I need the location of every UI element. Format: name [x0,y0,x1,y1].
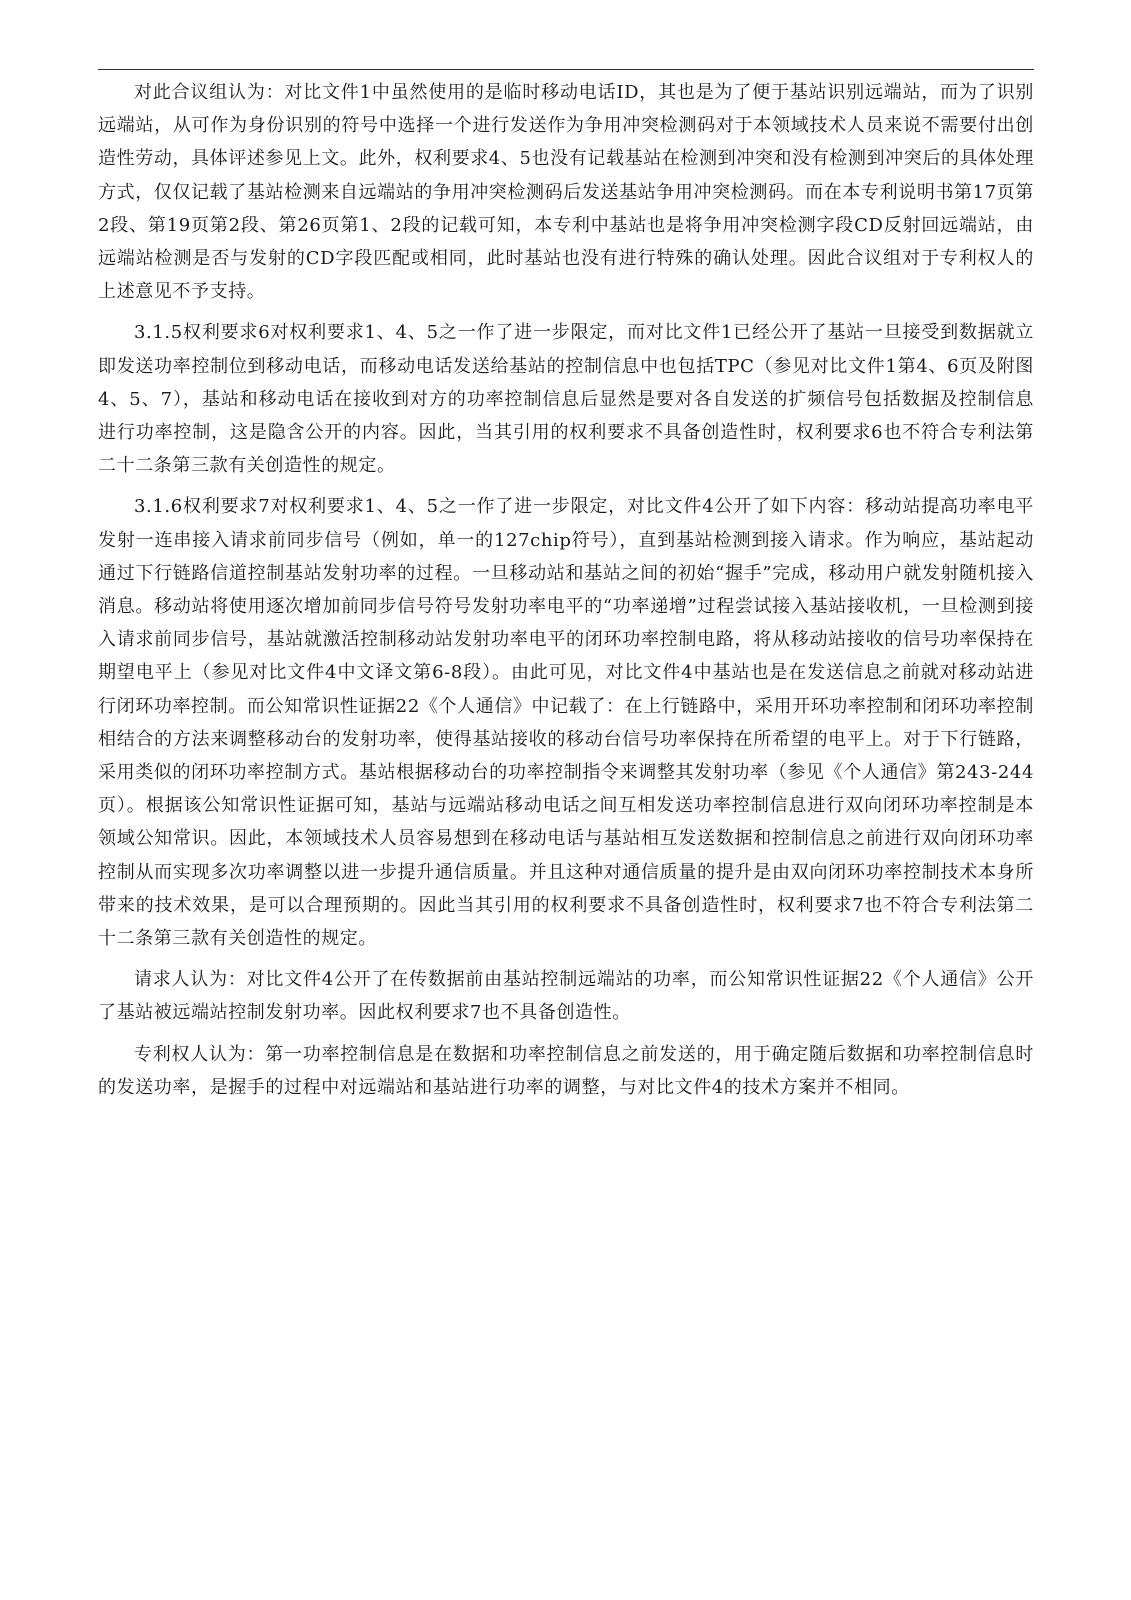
paragraph-panel-opinion: 对此合议组认为：对比文件1中虽然使用的是临时移动电话ID，其也是为了便于基站识别远端站，而为了识别远端站，从可作为身份识别的符号中选择一个进行发送作为争用冲突检测码对于本领域技术人员来说不需要付出创造性劳动，具体评述参见上文。此外，权利要求4、5也没有记载基站在检测到冲突和没有检测到冲突后的具体处理方式，仅仅记载了基站检测来自远端站的争用冲突检测码后发送基站争用冲突检测码。而在本专利说明书第17页第2段、第19页第2段、第26页第1、2段的记载可知，本专利中基站也是将争用冲突检测字段CD反射回远端站，由远端站检测是否与发射的CD字段匹配或相同，此时基站也没有进行特殊的确认处理。因此合议组对于专利权人的上述意见不予支持。 [98,82,1034,303]
paragraph-3-1-6: 3.1.6权利要求7对权利要求1、4、5之一作了进一步限定，对比文件4公开了如下内容：移动站提高功率电平发射一连串接入请求前同步信号（例如，单一的127chip符号），直到基站检测到接入请求。作为响应，基站起动通过下行链路信道控制基站发射功率的过程。一旦移动站和基站之间的初始“握手”完成，移动用户就发射随机接入消息。移动站将使用逐次增加前同步信号符号发射功率电平的“功率递增”过程尝试接入基站接收机，一旦检测到接入请求前同步信号，基站就激活控制移动站发射功率电平的闭环功率控制电路，将从移动站接收的信号功率保持在期望电平上（参见对比文件4中文译文第6-8段）。由此可见，对比文件4中基站也是在发送信息之前就对移动站进行闭环功率控制。而公知常识性证据22《个人通信》中记载了：在上行链路中，采用开环功率控制和闭环功率控制相结合的方法来调整移动台的发射功率，使得基站接收的移动台信号功率保持在所希望的电平上。对于下行链路，采用类似的闭环功率控制方式。基站根据移动台的功率控制指令来调整其发射功率（参见《个人通信》第243-244页）。根据该公知常识性证据可知，基站与远端站移动电话之间互相发送功率控制信息进行双向闭环功率控制是本领域公知常识。因此，本领域技术人员容易想到在移动电话与基站相互发送数据和控制信息之前进行双向闭环功率控制从而实现多次功率调整以进一步提升通信质量。并且这种对通信质量的提升是由双向闭环功率控制技术本身所带来的技术效果，是可以合理预期的。因此当其引用的权利要求不具备创造性时，权利要求7也不符合专利法第二十二条第三款有关创造性的规定。 [98,496,1034,950]
paragraph-3-1-5: 3.1.5权利要求6对权利要求1、4、5之一作了进一步限定，而对比文件1已经公开了基站一旦接受到数据就立即发送功率控制位到移动电话，而移动电话发送给基站的控制信息中也包括TPC（参见对比文件1第4、6页及附图4、5、7），基站和移动电话在接收到对方的功率控制信息后显然是要对各自发送的扩频信号包括数据及控制信息进行功率控制，这是隐含公开的内容。因此，当其引用的权利要求不具备创造性时，权利要求6也不符合专利法第二十二条第三款有关创造性的规定。 [98,322,1034,477]
header-rule [98,69,1034,70]
document-body [98,76,1034,1112]
paragraph-patentee-opinion: 专利权人认为：第一功率控制信息是在数据和功率控制信息之前发送的，用于确定随后数据和功率控制信息时的发送功率，是握手的过程中对远端站和基站进行功率的调整，与对比文件4的技术方案并不相同。 [98,1043,1034,1098]
paragraph-requester-opinion: 请求人认为：对比文件4公开了在传数据前由基站控制远端站的功率，而公知常识性证据22《个人通信》公开了基站被远端站控制发射功率。因此权利要求7也不具备创造性。 [98,969,1034,1024]
